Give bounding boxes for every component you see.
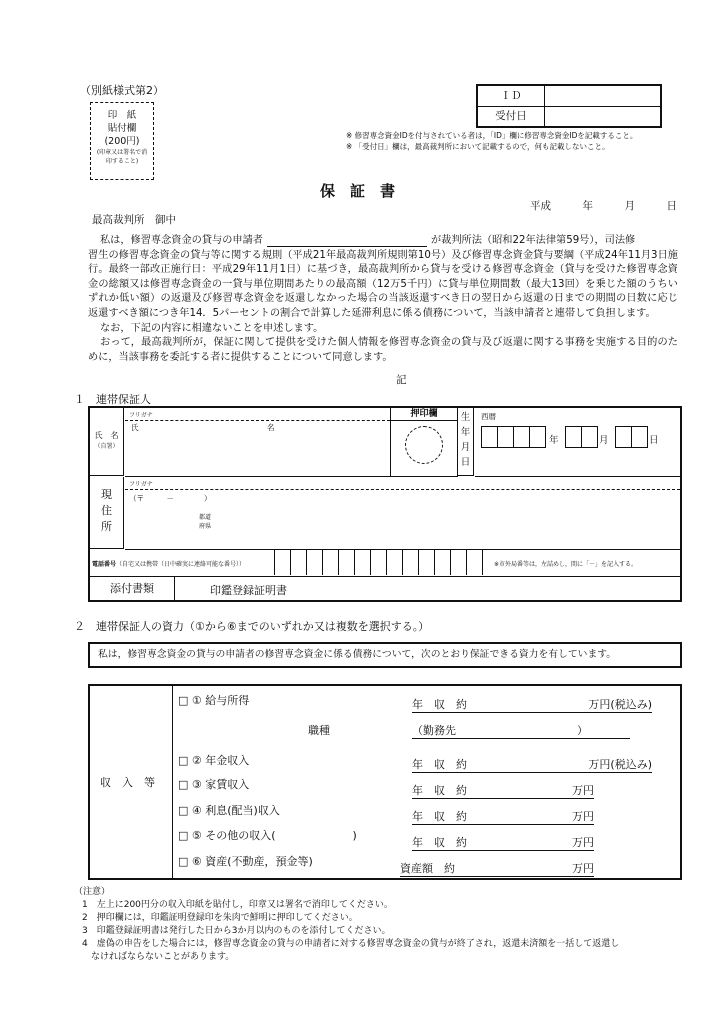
income-item-assets[interactable]: □ ⑥ 資産(不動産，預金等) [178, 855, 313, 868]
seal-label: 押印欄 [391, 408, 457, 421]
received-field [545, 107, 660, 126]
id-label: ＩＤ [478, 86, 545, 107]
para3: おって，最高裁判所が，保証に関して提供を受けた個人情報を修習専念資金の貸与及び返還に関する事務を実施する目的のために，当該事務を委託する者に提供することについて同意します。 [88, 337, 678, 363]
income-interest-unit: 万円 [572, 810, 594, 823]
received-note: ※ 「受付日」欄は，最高裁判所において記載するので，何も記載しないこと。 [346, 142, 610, 151]
birth-month-boxes[interactable] [565, 426, 598, 448]
given-name-label: 名 [267, 423, 275, 432]
revenue-stamp-box [90, 102, 154, 180]
address-furigana-label: フリガナ [129, 481, 153, 488]
note-4-cont: なければならないことがあります。 [82, 952, 235, 962]
phone-number-boxes[interactable] [274, 550, 483, 575]
name-furigana-label: フリガナ [129, 412, 153, 419]
date-line: 平成 年 月 日 [530, 200, 677, 212]
id-note: ※ 修習専念資金IDを付与されている者は，「ID」欄に修習専念資金IDを記載すること。 [346, 131, 638, 140]
section1-heading: １ 連帯保証人 [74, 393, 151, 406]
seireki-label: 西暦 [481, 412, 496, 421]
income-table [88, 684, 682, 880]
income-interest-label: 年 収 約 [412, 810, 467, 823]
day-unit: 日 [649, 435, 659, 446]
birth-label-3: 月 [460, 442, 471, 453]
address-label-2: 住 [101, 504, 112, 517]
para1-rest: 習生の修習専念資金の貸与等に関する規則（平成21年最高裁判所規則第10号）及び修習専念資金貸与要綱（平成24年11月3日施行。最終一部改正施行日：平成29年11月1日）に基づき，最高裁判所から貸与を受ける修習専念資金（貸与を受けた修習専念資金の総額又は修習専念資金の一貸与単位期間あたりの最高額（12万5千円）に貸与単位期間数（最大13回）を乗じた額のうちいずれか低い額）の返還及び修習専念資金を返還しなかった場合の当該返還すべき日の翌日から返還の日までの期間の日数に応じ返還すべき額につき年14．5パーセントの割合で計算した延滞利息に係る債務について，当該申請者と連帯して負担します。 [88, 249, 678, 319]
ki-mark: 記 [396, 374, 407, 386]
income-item-rent[interactable]: □ ③ 家賃収入 [178, 778, 250, 791]
attachment-label: 添付書類 [90, 577, 175, 600]
stamp-box-line3: (200円) [104, 136, 140, 147]
note-2: 2 押印欄には，印鑑証明登録印を朱肉で鮮明に押印してください。 [82, 913, 358, 923]
phone-sub-label: （自宅又は携帯（日中確実に連絡可能な番号）） [116, 561, 246, 568]
applicant-name-field[interactable] [267, 234, 427, 247]
form-number: （別紙様式第2） [80, 84, 164, 97]
received-label: 受付日 [478, 107, 545, 126]
surname-label: 氏 [131, 423, 139, 432]
income-pension-unit: 万円(税込み) [588, 758, 652, 771]
address-field[interactable] [225, 507, 675, 543]
stamp-box-note2: 印すること) [105, 158, 139, 165]
note-1: 1 左上に200円分の収入印紙を貼付し，印章又は署名で消印してください。 [82, 900, 393, 910]
birth-label-4: 日 [460, 457, 471, 468]
phone-note: ※市外局番等は，左詰めし，間に「－」を記入する。 [494, 561, 638, 568]
section2-heading: ２ 連帯保証人の資力（①から⑥までのいずれか又は複数を選択する。） [74, 620, 430, 633]
income-label: 収 入 等 [100, 776, 155, 789]
income-item-other[interactable]: □ ⑤ その他の収入( ) [178, 829, 357, 842]
year-unit: 年 [549, 435, 559, 446]
postal-code-field[interactable]: （〒 － ） [129, 494, 212, 503]
body-text [88, 234, 678, 365]
para2: なお，下記の内容に相違ないことを申述します。 [100, 322, 324, 334]
income-rent-unit: 万円 [572, 784, 594, 797]
name-label: 氏 名 [94, 431, 119, 440]
attachment-value: 印鑑登録証明書 [210, 584, 287, 597]
occupation-label: 職種 [308, 724, 330, 737]
stamp-box-line1: 印 紙 [107, 110, 137, 121]
income-assets-unit: 万円 [572, 862, 594, 875]
document-title: 保 証 書 [320, 182, 396, 200]
employer-field[interactable]: （勤務先 ） [412, 722, 630, 739]
income-item-salary[interactable]: □ ① 給与所得 [178, 694, 250, 707]
address-label-1: 現 [101, 488, 112, 501]
income-other-unit: 万円 [572, 836, 594, 849]
note-4: 4 虚偽の申告をした場合には，修習専念資金の貸与の申請者に対する修習専念資金の貸与が終了され，返還未済額を一括して返還し [82, 939, 620, 949]
address-label-3: 所 [101, 520, 112, 533]
todofuken-label-1: 都道 [199, 514, 212, 521]
addressee: 最高裁判所 御中 [92, 214, 176, 226]
note-3: 3 印鑑登録証明書は発行した日から3か月以内のものを添付してください。 [82, 926, 391, 936]
income-salary-unit: 万円(税込み) [588, 698, 652, 711]
month-unit: 月 [599, 435, 609, 446]
assets-statement: 私は，修習専念資金の貸与の申請者の修習専念資金に係る債務について，次のとおり保証できる資力を有しています。 [88, 642, 682, 668]
income-item-pension[interactable]: □ ② 年金収入 [178, 754, 250, 767]
income-item-interest[interactable]: □ ④ 利息(配当)収入 [178, 804, 280, 817]
id-table [476, 84, 662, 128]
notes-heading: （注意） [74, 887, 111, 897]
birth-label-2: 年 [460, 427, 471, 438]
birth-day-boxes[interactable] [615, 426, 648, 448]
phone-label: 電話番号 [92, 561, 117, 568]
notes [74, 886, 619, 964]
birth-year-boxes[interactable] [481, 426, 546, 448]
birth-label-1: 生 [460, 412, 471, 423]
name-sub-label: （自署） [94, 443, 119, 450]
id-field[interactable] [545, 86, 660, 107]
guarantor-table [88, 406, 682, 602]
stamp-box-note1: (印章又は署名で消 [96, 149, 148, 156]
income-pension-label: 年 収 約 [412, 758, 467, 771]
income-rent-label: 年 収 約 [412, 784, 467, 797]
income-salary-label: 年 収 約 [412, 698, 467, 711]
stamp-box-line2: 貼付欄 [107, 123, 137, 134]
income-assets-label: 資産額 約 [400, 862, 455, 875]
para1-cont: が裁判所法（昭和22年法律第59号），司法修 [431, 235, 636, 246]
todofuken-label-2: 府県 [199, 523, 212, 530]
income-other-label: 年 収 約 [412, 836, 467, 849]
seal-circle[interactable] [405, 426, 443, 464]
para1-start: 私は，修習専念資金の貸与の申請者 [100, 235, 263, 246]
guarantor-name-field[interactable] [129, 432, 384, 472]
